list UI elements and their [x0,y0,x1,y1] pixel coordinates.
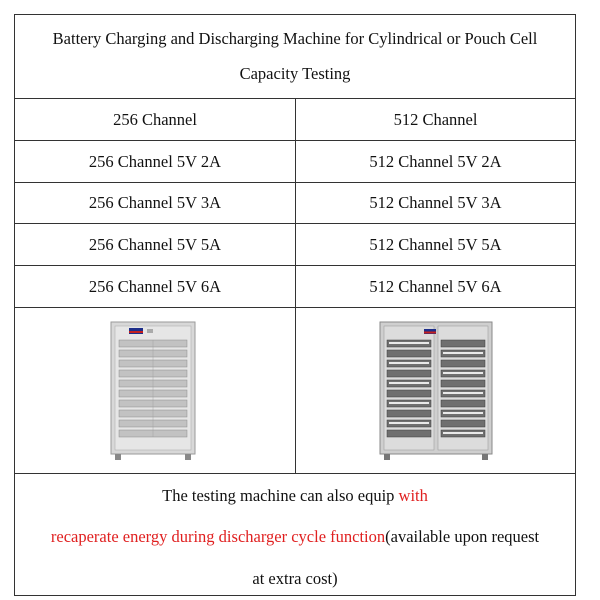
note-section [15,474,575,595]
image-row [15,308,575,474]
note-line-3 [15,569,575,589]
table-row [15,141,575,183]
spec-table [14,14,576,596]
header-256-channel: 256 Channel [15,99,296,140]
spec-256-3a: 256 Channel 5V 3A [15,183,296,223]
note-line-2 [15,527,575,547]
table-row [15,266,575,308]
spec-256-5a: 256 Channel 5V 5A [15,224,296,265]
note-text: at extra cost) [252,569,338,588]
table-row [15,183,575,224]
note-highlight: with [398,486,428,505]
title-line-2: Capacity Testing [239,64,351,84]
image-cell-512 [296,308,575,473]
battery-tester-cabinet-icon [105,316,205,466]
table-row [15,224,575,266]
spec-512-5a: 512 Channel 5V 5A [369,234,502,254]
note-line-1 [15,486,575,506]
note-text: The testing machine can also equip [162,486,399,505]
spec-512-6a: 512 Channel 5V 6A [369,276,502,296]
note-text: (available upon request [385,527,540,546]
spec-256-2a: 256 Channel 5V 2A [15,141,296,182]
spec-512-3a: 512 Channel 5V 3A [369,193,502,212]
image-cell-256 [15,308,296,473]
spec-512-2a: 512 Channel 5V 2A [369,151,502,171]
table-title [15,15,575,99]
note-highlight: recaperate energy during discharger cycle function [50,527,386,546]
title-line-1: Battery Charging and Discharging Machine for Cylindrical or Pouch Cell [52,28,538,48]
header-512-channel: 512 Channel [393,109,478,129]
battery-tester-cabinet-icon [376,316,496,466]
spec-256-6a: 256 Channel 5V 6A [15,266,296,307]
header-row [15,99,575,141]
